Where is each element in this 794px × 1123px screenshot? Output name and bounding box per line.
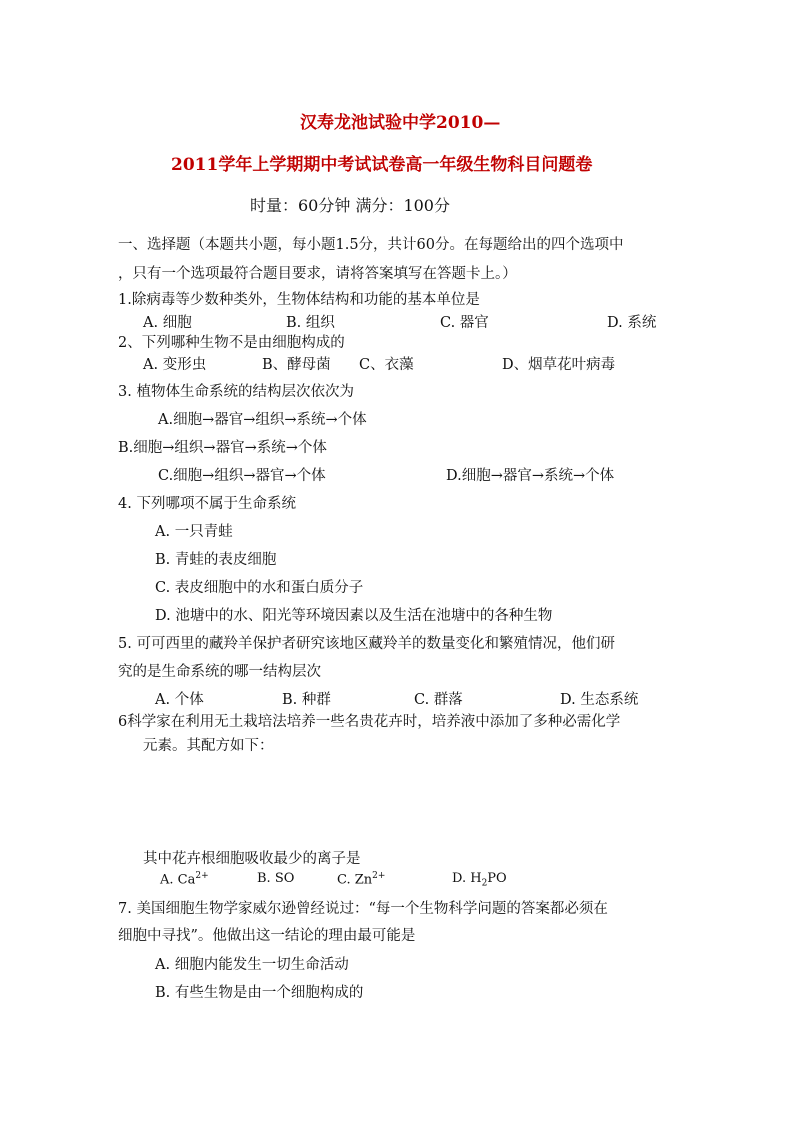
q2-option-b: B、酵母菌 [262, 357, 331, 373]
q4-option-c: C. 表皮细胞中的水和蛋白质分子 [155, 580, 364, 596]
q6-option-c: C. $Zn^{2+}$ [337, 871, 386, 888]
q4-option-a: A. 一只青蛙 [155, 524, 233, 540]
q5-option-d: D. 生态系统 [560, 692, 639, 708]
q6-sub-question: 其中花卉根细胞吸收最少的离子是 [143, 851, 361, 867]
q6-stem-line-2: 元素。其配方如下： [143, 738, 274, 754]
title-line-2: 2011学年上学期期中考试试卷高一年级生物科目问题卷 [171, 155, 593, 175]
q7-stem-line-1: 7. 美国细胞生物学家威尔逊曾经说过：“每一个生物科学问题的答案都必须在 [118, 901, 608, 917]
q4-option-b: B. 青蛙的表皮细胞 [155, 552, 277, 568]
q3-option-d: D.细胞→器官→系统→个体 [446, 468, 615, 484]
time-info: 时量：60分钟 满分：100分 [250, 196, 450, 215]
q6-stem-line-1: 6科学家在利用无土栽培法培养一些名贵花卉时，培养液中添加了多种必需化学 [118, 714, 621, 730]
q1-option-c: C. 器官 [440, 315, 489, 331]
q3-option-b: B.细胞→组织→器官→系统→个体 [118, 440, 327, 456]
section-heading-line-2: ，只有一个选项最符合题目要求，请将答案填写在答题卡上。） [118, 266, 517, 282]
q2-stem: 2、下列哪种生物不是由细胞构成的 [118, 335, 345, 351]
q2-option-d: D、烟草花叶病毒 [502, 357, 616, 373]
q7-option-a: A. 细胞内能发生一切生命活动 [155, 957, 349, 973]
q3-option-c: C.细胞→组织→器官→个体 [158, 468, 326, 484]
q1-stem: 1.除病毒等少数种类外，生物体结构和功能的基本单位是 [118, 292, 480, 308]
q5-stem-line-2: 究的是生命系统的哪一结构层次 [118, 664, 321, 680]
q2-option-c: C、衣藻 [359, 357, 414, 373]
q6-option-d: D. $H_2PO$ [452, 871, 507, 889]
q1-option-b: B. 组织 [286, 315, 335, 331]
q6-option-b: B. SO [257, 871, 295, 886]
q3-stem: 3. 植物体生命系统的结构层次依次为 [118, 384, 354, 400]
q5-option-b: B. 种群 [282, 692, 331, 708]
q5-stem-line-1: 5. 可可西里的藏羚羊保护者研究该地区藏羚羊的数量变化和繁殖情况，他们研 [118, 636, 615, 652]
q1-option-d: D. 系统 [607, 315, 657, 331]
q1-option-a: A. 细胞 [143, 315, 192, 331]
q7-option-b: B. 有些生物是由一个细胞构成的 [155, 985, 364, 1001]
q6-option-a: A. $Ca^{2+}$ [160, 871, 209, 888]
q2-option-a: A. 变形虫 [143, 357, 207, 373]
q4-stem: 4. 下列哪项不属于生命系统 [118, 496, 296, 512]
section-heading-line-1: 一、选择题（本题共小题，每小题1.5分，共计60分。在每题给出的四个选项中 [118, 237, 624, 253]
q7-stem-line-2: 细胞中寻找”。他做出这一结论的理由最可能是 [118, 928, 416, 944]
title-line-1: 汉寿龙池试验中学2010— [300, 113, 501, 133]
q5-option-a: A. 个体 [155, 692, 204, 708]
q4-option-d: D. 池塘中的水、阳光等环境因素以及生活在池塘中的各种生物 [155, 608, 553, 624]
q5-option-c: C. 群落 [414, 692, 463, 708]
q3-option-a: A.细胞→器官→组织→系统→个体 [158, 412, 367, 428]
